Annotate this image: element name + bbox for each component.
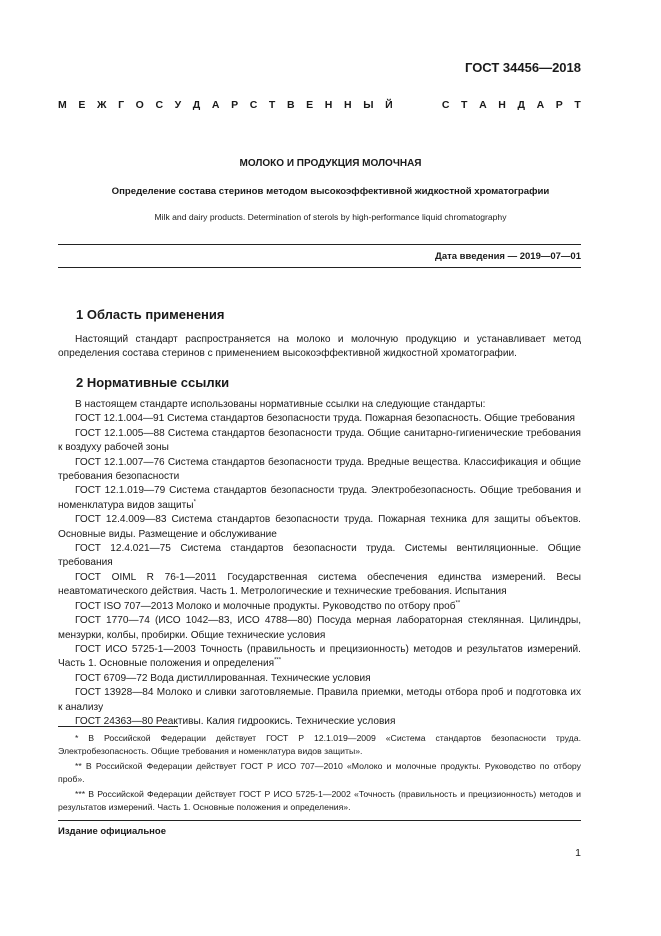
references-intro: В настоящем стандарте использованы нормативные ссылки на следующие стандарты: <box>75 399 486 410</box>
spaced-letter: С <box>249 99 258 111</box>
references-list <box>58 398 581 729</box>
footnote-divider <box>58 726 178 727</box>
reference-item: ГОСТ 12.1.005—88 Система стандартов безопасности труда. Общие санитарно-гигиенические требования к воздуху рабочей зоны <box>58 427 581 454</box>
spaced-letter: Н <box>343 99 352 111</box>
spaced-letter: С <box>441 99 450 111</box>
reference-item: ГОСТ 12.1.007—76 Система стандартов безопасности труда. Вредные вещества. Классификация и общие требования безопасности <box>58 456 581 483</box>
reference-item: ГОСТ 12.4.009—83 Система стандартов безопасности труда. Пожарная техника для защиты объектов. Основные виды. Размещение и обслуживание <box>58 514 581 540</box>
spaced-letter: Е <box>78 99 86 111</box>
spaced-letter: Р <box>555 99 563 111</box>
document-subtitle: Определение состава стеринов методом высокоэффективной жидкостной хроматографии <box>111 186 550 197</box>
footnote-marker: *** <box>274 657 282 664</box>
divider-top <box>58 244 581 245</box>
english-title: Milk and dairy products. Determination of sterols by high-performance liquid chromatography <box>154 212 507 222</box>
spaced-letter: Н <box>324 99 333 111</box>
reference-item: ГОСТ 12.1.004—91 Система стандартов безопасности труда. Пожарная безопасность. Общие требования <box>75 413 575 425</box>
section-1-body <box>58 333 581 362</box>
footnote-2 <box>58 760 581 785</box>
reference-item: ГОСТ OIML R 76-1—2011 Государственная система обеспечения единства измерений. Весы неавтоматического действия. Часть 1. Метрологические и технические требования. Испытания <box>58 571 581 598</box>
reference-item: ГОСТ 1770—74 (ИСО 1042—83, ИСО 4788—80) Посуда мерная лабораторная стеклянная. Цилиндры, мензурки, колбы, пробирки. Общие технические условия <box>58 615 581 641</box>
spaced-letter: А <box>536 99 545 111</box>
spaced-letter: Р <box>231 99 239 111</box>
spaced-letter: Й <box>385 99 393 111</box>
reference-item: ГОСТ 12.4.021—75 Система стандартов безопасности труда. Системы вентиляционные. Общие требования <box>58 543 581 569</box>
footnote-3-text: *** В Российской Федерации действует ГОСТ Р ИСО 5725-1—2002 «Точность (правильность и прецизионность) методов и результатов измерений. Часть 1. Основные положения и определения». <box>58 789 581 812</box>
footnote-3 <box>58 788 581 813</box>
document-code: ГОСТ 34456—2018 <box>465 60 581 75</box>
spaced-letter: Ж <box>96 99 107 111</box>
spaced-letter: Т <box>461 99 468 111</box>
spaced-letter: С <box>155 99 164 111</box>
reference-item: ГОСТ 6709—72 Вода дистиллированная. Технические условия <box>75 672 371 684</box>
spaced-letter: Д <box>192 99 201 111</box>
spaced-letter: Т <box>268 99 276 111</box>
footnote-marker: * <box>193 499 196 506</box>
spaced-letter: У <box>174 99 182 111</box>
spaced-letter: А <box>479 99 487 111</box>
section-1-text: Настоящий стандарт распространяется на молоко и молочную продукцию и устанавливает метод определения состава стеринов с применением высокоэффективной жидкостной хроматографии. <box>58 334 581 360</box>
spaced-letter: Т <box>574 99 581 111</box>
spaced-letter: О <box>135 99 144 111</box>
word-gap <box>404 99 430 111</box>
reference-item: ГОСТ ISO 707—2013 Молоко и молочные продукты. Руководство по отбору проб** <box>75 600 461 612</box>
footnote-marker: ** <box>455 600 461 607</box>
footnote-1-text: * В Российской Федерации действует ГОСТ Р 12.1.019—2009 «Система стандартов безопасности труда. Электробезопасность. Общие требования и номенклатура видов защиты». <box>58 733 581 756</box>
spaced-letter: Н <box>498 99 506 111</box>
page-number: 1 <box>575 847 581 859</box>
spaced-letter: М <box>58 99 67 111</box>
reference-item: ГОСТ 13928—84 Молоко и сливки заготовляемые. Правила приемки, методы отбора проб и подготовка их к анализу <box>58 687 581 713</box>
section-1-heading: 1 Область применения <box>76 307 225 322</box>
edition-divider <box>58 820 581 821</box>
spaced-letter: Г <box>118 99 125 111</box>
spaced-letter: А <box>211 99 220 111</box>
spaced-letter: Ы <box>363 99 374 111</box>
section-2-heading: 2 Нормативные ссылки <box>76 375 230 390</box>
standard-type-heading <box>58 99 581 111</box>
reference-item: ГОСТ ИСО 5725-1—2003 Точность (правильность и прецизионность) методов и результатов измерений. Часть 1. Основные положения и определения*** <box>58 643 581 670</box>
reference-item: ГОСТ 12.1.019—79 Система стандартов безопасности труда. Электробезопасность. Общие требования и номенклатура видов защиты* <box>58 485 581 511</box>
spaced-letter: В <box>286 99 295 111</box>
spaced-letter: Е <box>306 99 314 111</box>
document-title: МОЛОКО И ПРОДУКЦИЯ МОЛОЧНАЯ <box>239 158 422 169</box>
edition-label: Издание официальное <box>58 826 166 837</box>
spaced-letter: Д <box>517 99 525 111</box>
footnote-1 <box>58 732 581 757</box>
footnote-2-text: ** В Российской Федерации действует ГОСТ Р ИСО 707—2010 «Молоко и молочные продукты. Руководство по отбору проб». <box>58 761 581 784</box>
divider-bottom <box>58 267 581 268</box>
introduction-date: Дата введения — 2019—07—01 <box>435 251 581 262</box>
reference-item: ГОСТ 24363—80 Реактивы. Калия гидроокись. Технические условия <box>75 715 396 727</box>
